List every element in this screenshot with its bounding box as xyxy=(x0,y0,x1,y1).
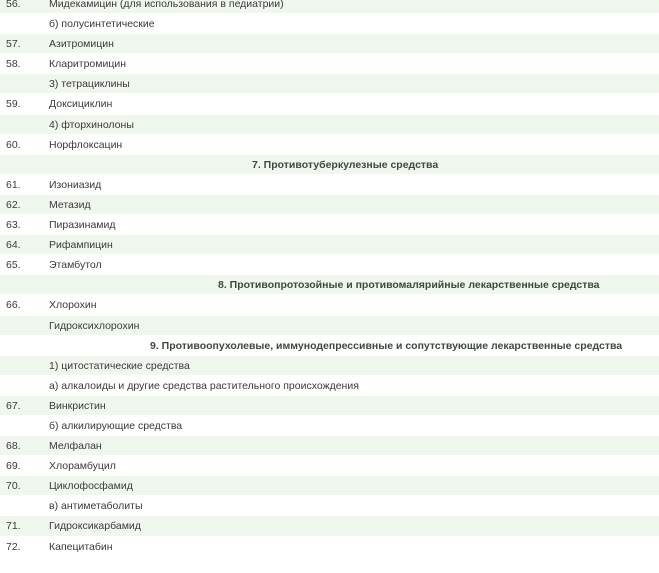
subgroup-label: б) алкилирующие средства xyxy=(49,419,183,432)
section-heading-row xyxy=(0,155,659,175)
row-number: 61. xyxy=(6,178,21,191)
subgroup-label: 4) фторхинолоны xyxy=(49,118,134,131)
table-row xyxy=(0,235,659,255)
row-number: 68. xyxy=(6,440,21,453)
row-number: 72. xyxy=(6,540,21,553)
row-number: 69. xyxy=(6,460,21,473)
subgroup-label: в) антиметаболиты xyxy=(49,500,143,513)
drug-name: Гидроксихлорохин xyxy=(49,319,140,332)
table-row xyxy=(0,376,659,396)
drug-name: Хлорохин xyxy=(49,299,97,312)
row-number xyxy=(0,155,42,174)
table-row xyxy=(0,476,659,496)
table-row xyxy=(0,516,659,536)
row-number: 64. xyxy=(6,239,21,252)
drug-name: Кларитромицин xyxy=(49,58,127,71)
table-row xyxy=(0,94,659,114)
table-row xyxy=(0,135,659,155)
drug-name: Норфлоксацин xyxy=(49,138,123,151)
row-number: 63. xyxy=(6,219,21,232)
row-number xyxy=(0,115,42,134)
table-row xyxy=(0,456,659,476)
drug-name: Рифампицин xyxy=(49,239,113,252)
drug-name: Капецитабин xyxy=(49,540,113,553)
drug-name: Мидекамицин (для использования в педиатрии) xyxy=(49,0,284,10)
row-number: 59. xyxy=(6,98,21,111)
drug-name: Этамбутол xyxy=(49,259,102,272)
row-number: 60. xyxy=(6,138,21,151)
table-row xyxy=(0,0,659,14)
table-row xyxy=(0,175,659,195)
section-heading-row xyxy=(0,336,659,356)
table-row xyxy=(0,54,659,74)
row-number: 62. xyxy=(6,198,21,211)
table-row xyxy=(0,295,659,315)
table-row xyxy=(0,496,659,516)
drug-name: Пиразинамид xyxy=(49,219,116,232)
subgroup-label: б) полусинтетические xyxy=(49,18,155,31)
drug-name: Гидроксикарбамид xyxy=(49,520,141,533)
drug-name: Метазид xyxy=(49,198,91,211)
row-number: 57. xyxy=(6,38,21,51)
table-row xyxy=(0,316,659,336)
table-row xyxy=(0,396,659,416)
row-number: 71. xyxy=(6,520,21,533)
subgroup-label: 3) тетрациклины xyxy=(49,78,130,91)
drug-name: Винкристин xyxy=(49,399,106,412)
row-number xyxy=(0,14,42,33)
drug-name: Мелфалан xyxy=(49,440,102,453)
subgroup-label: а) алкалоиды и другие средства растительного происхождения xyxy=(49,379,359,392)
row-number: 65. xyxy=(6,259,21,272)
table-row xyxy=(0,195,659,215)
row-number: 67. xyxy=(6,399,21,412)
row-number xyxy=(0,376,42,395)
drug-name: Хлорамбуцил xyxy=(49,460,116,473)
table-row xyxy=(0,356,659,376)
table-row xyxy=(0,215,659,235)
row-number xyxy=(0,74,42,93)
table-row xyxy=(0,34,659,54)
row-number xyxy=(0,275,42,294)
table-row xyxy=(0,74,659,94)
row-number: 70. xyxy=(6,480,21,493)
row-number xyxy=(0,416,42,435)
row-number: 56. xyxy=(6,0,21,10)
drug-name: Доксициклин xyxy=(49,98,113,111)
table-row xyxy=(0,14,659,34)
section-heading: 7. Противотуберкулезные средства xyxy=(252,158,439,171)
drug-name: Циклофосфамид xyxy=(49,480,133,493)
row-number: 58. xyxy=(6,58,21,71)
section-heading: 9. Противоопухолевые, иммунодепрессивные и сопутствующие лекарственные средства xyxy=(150,339,623,352)
subgroup-label: 1) цитостатические средства xyxy=(49,359,190,372)
table-row xyxy=(0,436,659,456)
drug-name: Азитромицин xyxy=(49,38,114,51)
row-number xyxy=(0,316,42,335)
row-number xyxy=(0,496,42,515)
row-number: 66. xyxy=(6,299,21,312)
table-row xyxy=(0,537,659,557)
row-number xyxy=(0,336,42,355)
drug-name: Изониазид xyxy=(49,178,102,191)
section-heading: 8. Противопротозойные и противомалярийные лекарственные средства xyxy=(218,279,600,292)
table-row xyxy=(0,255,659,275)
section-heading-row xyxy=(0,275,659,295)
table-row xyxy=(0,416,659,436)
table-row xyxy=(0,115,659,135)
row-number xyxy=(0,356,42,375)
